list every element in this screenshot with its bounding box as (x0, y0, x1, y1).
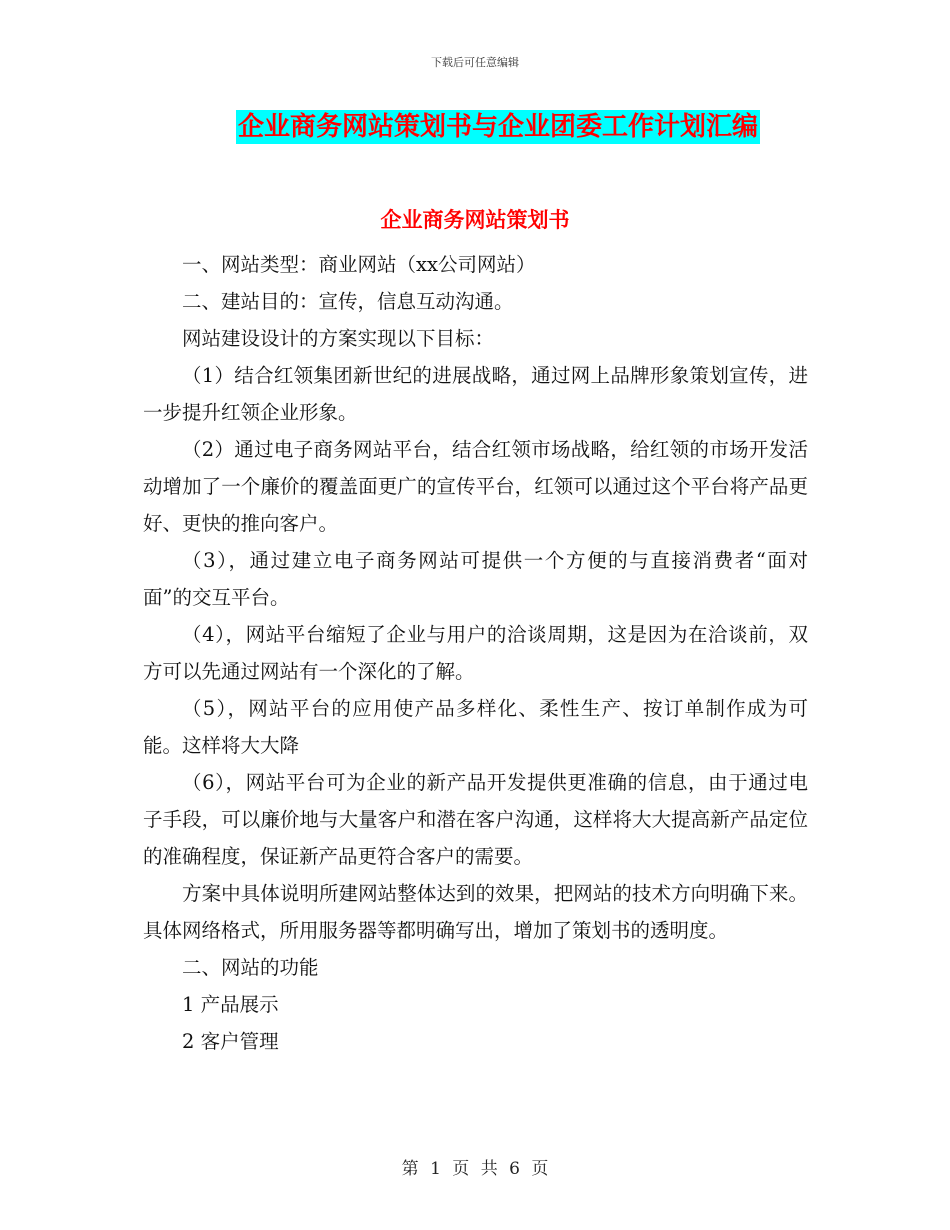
paragraph-goal-2: （2）通过电子商务网站平台，结合红领市场战略，给红领的市场开发活动增加了一个廉价的覆盖面更广的宣传平台，红领可以通过这个平台将产品更好、更快的推向客户。 (143, 438, 808, 535)
document-body (143, 246, 808, 1060)
main-title: 企业商务网站策划书与企业团委工作计划汇编 (237, 112, 758, 142)
paragraph-goal-5: （5），网站平台的应用使产品多样化、柔性生产、按订单制作成为可能。这样将大大降 (143, 697, 808, 757)
header-note: 下载后可任意编辑 (431, 56, 519, 69)
paragraph-functions-heading: 二、网站的功能 (182, 956, 319, 979)
paragraph-goal-6: （6），网站平台可为企业的新产品开发提供更准确的信息，由于通过电子手段，可以廉价地与大量客户和潜在客户沟通，这样将大大提高新产品定位的准确程度，保证新产品更符合客户的需要。 (143, 771, 808, 868)
paragraph-function-2: 2 客户管理 (182, 1030, 279, 1053)
paragraph-site-purpose: 二、建站目的：宣传，信息互动沟通。 (182, 290, 514, 313)
main-title-container (0, 110, 950, 144)
paragraph-function-1: 1 产品展示 (182, 993, 279, 1016)
paragraph-goal-3: （3），通过建立电子商务网站可提供一个方便的与直接消费者“面对面”的交互平台。 (143, 549, 808, 609)
paragraph-goal-4: （4），网站平台缩短了企业与用户的洽谈周期，这是因为在洽谈前，双方可以先通过网站有一个深化的了解。 (143, 623, 808, 683)
section-title: 企业商务网站策划书 (380, 207, 570, 232)
paragraph-goal-1: （1）结合红领集团新世纪的进展战略，通过网上品牌形象策划宣传，进一步提升红领企业形象。 (143, 364, 808, 424)
paragraph-goals-intro: 网站建设设计的方案实现以下目标： (182, 327, 495, 350)
paragraph-plan-description: 方案中具体说明所建网站整体达到的效果，把网站的技术方向明确下来。具体网络格式，所用服务器等都明确写出，增加了策划书的透明度。 (143, 882, 808, 942)
paragraph-site-type: 一、网站类型：商业网站（xx公司网站） (182, 253, 536, 276)
page-footer: 第 1 页 共 6 页 (401, 1159, 549, 1179)
